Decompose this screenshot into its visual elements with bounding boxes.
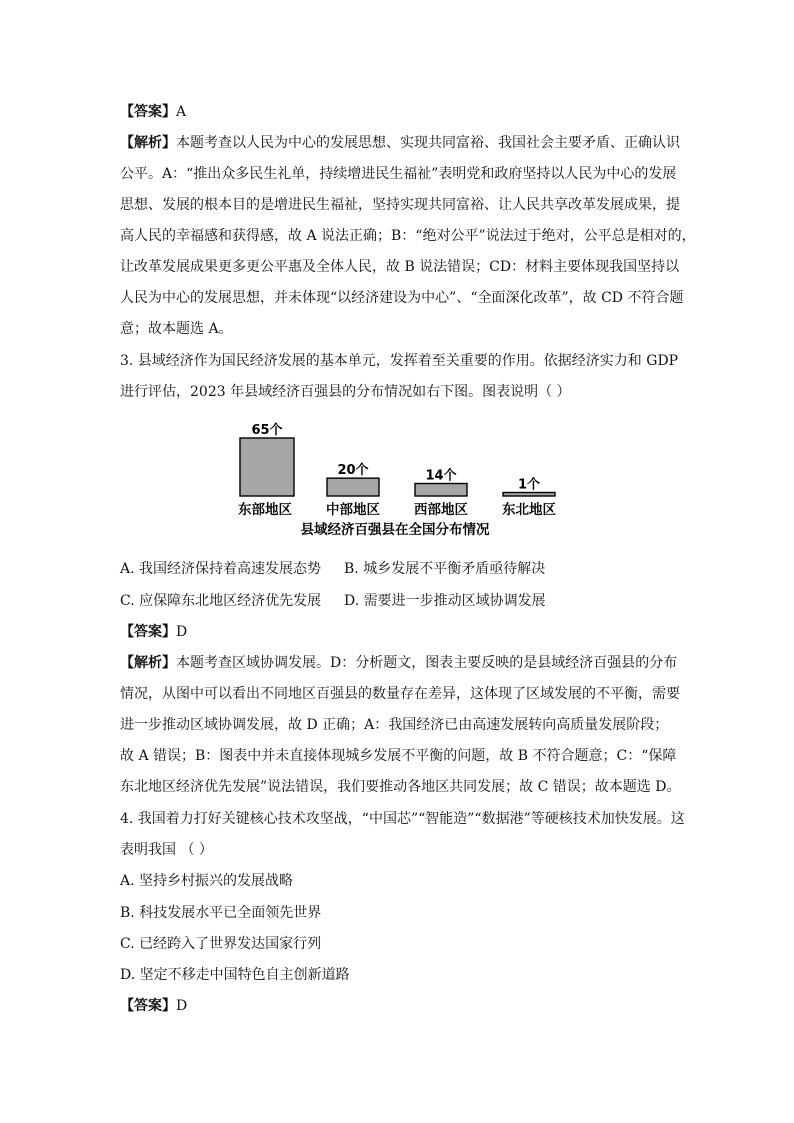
category-label: 东部地区 — [238, 502, 292, 518]
q3-option-b: B. 城乡发展不平衡矛盾亟待解决 — [344, 561, 546, 577]
answer-value: A — [176, 104, 187, 120]
q3-stem-line: 3. 县域经济作为国民经济发展的基本单元，发挥着至关重要的作用。依据经济实力和 GDP — [120, 353, 679, 369]
q4-stem-line: 4. 我国着力打好关键核心技术攻坚战，“中国芯”“智能造”“数据港”等硬核技术加快发展。这 — [120, 811, 685, 827]
answer-value: D — [176, 624, 188, 640]
answer-value: D — [176, 998, 188, 1014]
q3-analysis-line: 进一步推动区域协调发展，故 D 正确；A：我国经济已由高速发展转向高质量发展阶段； — [120, 717, 669, 733]
q3-stem-line: 进行评估，2023 年县域经济百强县的分布情况如右下图。图表说明（ ） — [120, 384, 571, 400]
county-distribution-chart — [226, 414, 572, 544]
q2-analysis-line: 意；故本题选 A。 — [120, 321, 233, 337]
q4-option-d: D. 坚定不移走中国特色自主创新道路 — [120, 967, 350, 983]
answer-label: 【答案】 — [120, 998, 176, 1014]
q3-option-a: A. 我国经济保持着高速发展态势 — [120, 561, 322, 577]
category-label: 中部地区 — [326, 502, 380, 518]
bar-value-label: 1个 — [517, 477, 541, 493]
q4-option-a: A. 坚持乡村振兴的发展战略 — [120, 873, 294, 889]
analysis-label: 【解析】 — [120, 655, 176, 671]
category-label: 西部地区 — [414, 502, 468, 518]
q2-analysis-line: 公平。A：“推出众多民生礼单，持续增进民生福祉”表明党和政府坚持以人民为中心的发展 — [120, 166, 677, 182]
q2-answer — [120, 102, 186, 122]
bar-value-label: 65个 — [251, 423, 283, 438]
q2-analysis-line: 思想、发展的根本目的是增进民生福祉，坚持实现共同富裕、让人民共享改革发展成果，提 — [120, 197, 680, 213]
analysis-label: 【解析】 — [120, 135, 176, 151]
bar-value-label: 20个 — [337, 463, 369, 479]
bar-value-label: 14个 — [425, 468, 457, 484]
q2-analysis-line: 让改革发展成果更多更公平惠及全体人民，故 B 说法错误；CD：材料主要体现我国坚持以 — [120, 259, 680, 275]
q3-analysis-line: 故 A 错误；B：图表中并未直接体现城乡发展不平衡的问题，故 B 不符合题意；C：“保障 — [120, 748, 677, 764]
q4-option-b: B. 科技发展水平已全面领先世界 — [120, 905, 322, 921]
q2-analysis-line: 人民为中心的发展思想，并未体现“以经济建设为中心”、“全面深化改革”，故 CD 不符合题 — [120, 290, 684, 306]
q3-analysis-line: 【解析】本题考查区域协调发展。D：分析题文，图表主要反映的是县域经济百强县的分布 — [120, 655, 678, 671]
q2-analysis-line: 高人民的幸福感和获得感，故 A 说法正确；B：“绝对公平”说法过于绝对，公平总是相对的， — [120, 228, 696, 244]
chart-title: 县域经济百强县在全国分布情况 — [300, 522, 490, 538]
answer-label: 【答案】 — [120, 624, 176, 640]
q3-option-c: C. 应保障东北地区经济优先发展 — [120, 593, 322, 609]
bar-2 — [415, 484, 467, 496]
answer-label: 【答案】 — [120, 104, 176, 120]
bar-1 — [327, 478, 379, 496]
q4-answer — [120, 996, 187, 1016]
bar-chart-svg — [226, 414, 572, 544]
q3-analysis-line: 东北地区经济优先发展”说法错误，我们要推动各地区共同发展；故 C 错误；故本题选 D。 — [120, 779, 681, 795]
bar-0 — [240, 438, 294, 496]
q2-analysis-line: 【解析】本题考查以人民为中心的发展思想、实现共同富裕、我国社会主要矛盾、正确认识 — [120, 135, 680, 151]
q3-option-d: D. 需要进一步推动区域协调发展 — [344, 593, 546, 609]
bar-3 — [503, 493, 555, 497]
category-label: 东北地区 — [502, 502, 556, 518]
q3-answer — [120, 622, 187, 642]
q3-analysis-line: 情况，从图中可以看出不同地区百强县的数量存在差异，这体现了区域发展的不平衡，需要 — [120, 686, 680, 702]
q4-stem-line: 表明我国 （ ） — [120, 842, 213, 858]
q4-option-c: C. 已经跨入了世界发达国家行列 — [120, 936, 322, 952]
